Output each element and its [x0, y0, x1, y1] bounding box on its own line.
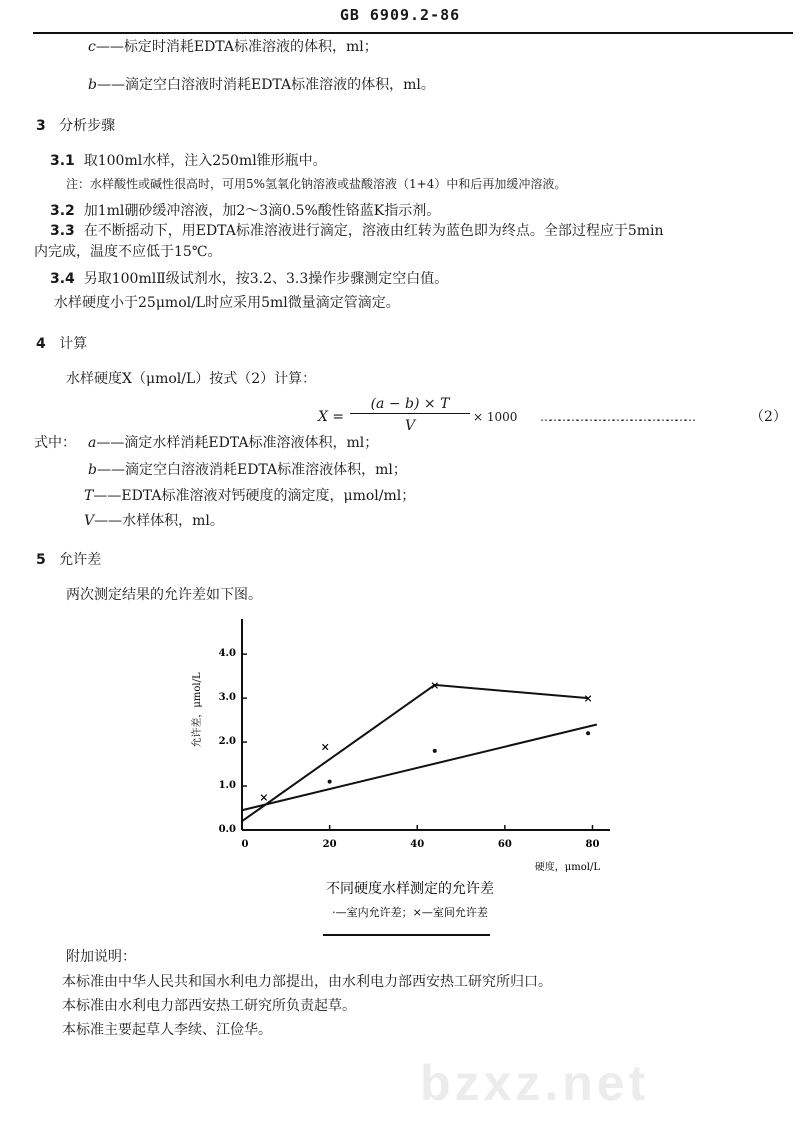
- step-3-1: [50, 152, 327, 170]
- section-title: 允许差: [59, 552, 102, 568]
- step-text: 另取100mlⅡ级试剂水，按3.2、3.3操作步骤测定空白值。: [83, 271, 449, 287]
- def-b2: [88, 461, 407, 479]
- x-axis-label: 硬度，μmol/L: [534, 862, 600, 873]
- data-point-x: ×: [583, 692, 593, 706]
- y-tick-label: 0.0: [218, 824, 236, 835]
- chart-marks: [242, 679, 597, 821]
- def-text: ——滴定水样消耗EDTA标准溶液体积，ml；: [96, 435, 379, 451]
- def-text: ——水样体积，ml。: [94, 513, 224, 529]
- def-text: ——滴定空白溶液消耗EDTA标准溶液体积，ml；: [96, 462, 407, 478]
- step-num: 3.3: [50, 223, 75, 239]
- header-rule: [33, 32, 793, 34]
- appendix-title: 附加说明：: [66, 949, 136, 965]
- def-a: [88, 434, 378, 452]
- watermark: bzxz.net: [420, 1055, 650, 1111]
- step-num: 3.4: [50, 271, 75, 287]
- x-tick-label: 40: [410, 839, 425, 850]
- def-symbol: b: [88, 462, 97, 478]
- step-num: 3.1: [50, 153, 75, 169]
- step-num: 3.2: [50, 203, 75, 219]
- def-symbol: T: [84, 488, 94, 504]
- section-title: 计算: [59, 336, 88, 352]
- y-tick-label: 3.0: [218, 692, 236, 704]
- x-tick-label: 80: [585, 839, 600, 850]
- tolerance-intro: 两次测定结果的允许差如下图。: [66, 587, 262, 603]
- standard-code-header: GB 6909.2-86: [339, 6, 461, 24]
- step-text: 加1ml硼砂缓冲溶液，加2～3滴0.5%酸性铬蓝K指示剂。: [83, 203, 441, 219]
- section-num: 4: [36, 336, 46, 352]
- y-tick-label: 2.0: [218, 736, 236, 748]
- def-v: [84, 512, 224, 530]
- appendix-line: 本标准由中华人民共和国水利电力部提出，由水利电力部西安热工研究所归口。: [62, 974, 552, 990]
- def-t: [84, 487, 415, 505]
- tolerance-chart: [190, 600, 630, 930]
- where-label: 式中：: [34, 435, 76, 451]
- series-line-1: [242, 685, 588, 821]
- x-tick-label: 60: [497, 839, 512, 850]
- data-point-x: ×: [430, 678, 440, 692]
- def-symbol: V: [84, 513, 95, 529]
- def-text: ——标定时消耗EDTA标准溶液的体积，ml；: [95, 39, 378, 55]
- def-b: [88, 76, 435, 94]
- y-tick-label: 4.0: [218, 648, 236, 660]
- data-point-dot: [433, 749, 437, 753]
- y-tick-label: 1.0: [218, 780, 236, 792]
- step-3-1-note: 注：水样酸性或碱性很高时，可用5%氢氧化钠溶液或盐酸溶液（1+4）中和后再加缓冲溶液。: [66, 177, 567, 191]
- def-symbol: b: [88, 77, 97, 93]
- formula-leader-dots: ……………………………………………: [540, 410, 693, 424]
- formula-numerator: (a − b) × T: [350, 395, 470, 414]
- step-3-3: [50, 222, 664, 240]
- section-title: 分析步骤: [59, 118, 116, 134]
- appendix-line: 本标准主要起草人李续、江俭华。: [62, 1022, 272, 1038]
- section-3-heading: [36, 117, 115, 135]
- step-3-2: [50, 202, 440, 220]
- calc-intro: 水样硬度X（μmol/L）按式（2）计算：: [66, 371, 317, 387]
- section-num: 3: [36, 118, 46, 134]
- chart-legend: ·—室内允许差；×—室间允许差: [332, 906, 488, 919]
- def-c: [88, 38, 378, 56]
- data-point-x: ×: [320, 740, 330, 754]
- equation-number: （2）: [750, 409, 787, 425]
- section-num: 5: [36, 552, 46, 568]
- def-symbol: a: [88, 435, 97, 451]
- x-tick-label: 20: [322, 839, 337, 850]
- y-axis-label: 允许差，μmol/L: [192, 672, 203, 748]
- def-symbol: c: [88, 39, 96, 55]
- formula-lhs: X =: [318, 409, 345, 425]
- formula-multiplier: × 1000: [473, 410, 518, 424]
- step-3-4: [50, 270, 448, 288]
- chart-title: 不同硬度水样测定的允许差: [326, 881, 494, 897]
- formula-denominator: V: [404, 418, 416, 434]
- series-line-0: [242, 725, 597, 811]
- step-3-4-extra: 水样硬度小于25μmol/L时应采用5ml微量滴定管滴定。: [54, 295, 400, 311]
- step-text: 在不断摇动下，用EDTA标准溶液进行滴定，溶液由红转为蓝色即为终点。全部过程应于5min: [83, 223, 664, 239]
- section-4-heading: [36, 335, 87, 353]
- appendix-line: 本标准由水利电力部西安热工研究所负责起草。: [62, 998, 356, 1014]
- x-tick-label: 0: [241, 839, 249, 850]
- section-5-heading: [36, 551, 101, 569]
- data-point-dot: [328, 780, 332, 784]
- data-point-dot: [586, 731, 590, 735]
- step-text: 取100ml水样，注入250ml锥形瓶中。: [83, 153, 327, 169]
- data-point-x: ×: [259, 791, 269, 805]
- def-text: ——EDTA标准溶液对钙硬度的滴定度，μmol/ml；: [93, 488, 416, 504]
- step-3-3-cont: 内完成，温度不应低于15℃。: [34, 244, 222, 260]
- formula: [318, 395, 518, 439]
- end-rule: [323, 934, 490, 936]
- def-text: ——滴定空白溶液时消耗EDTA标准溶液的体积，ml。: [96, 77, 435, 93]
